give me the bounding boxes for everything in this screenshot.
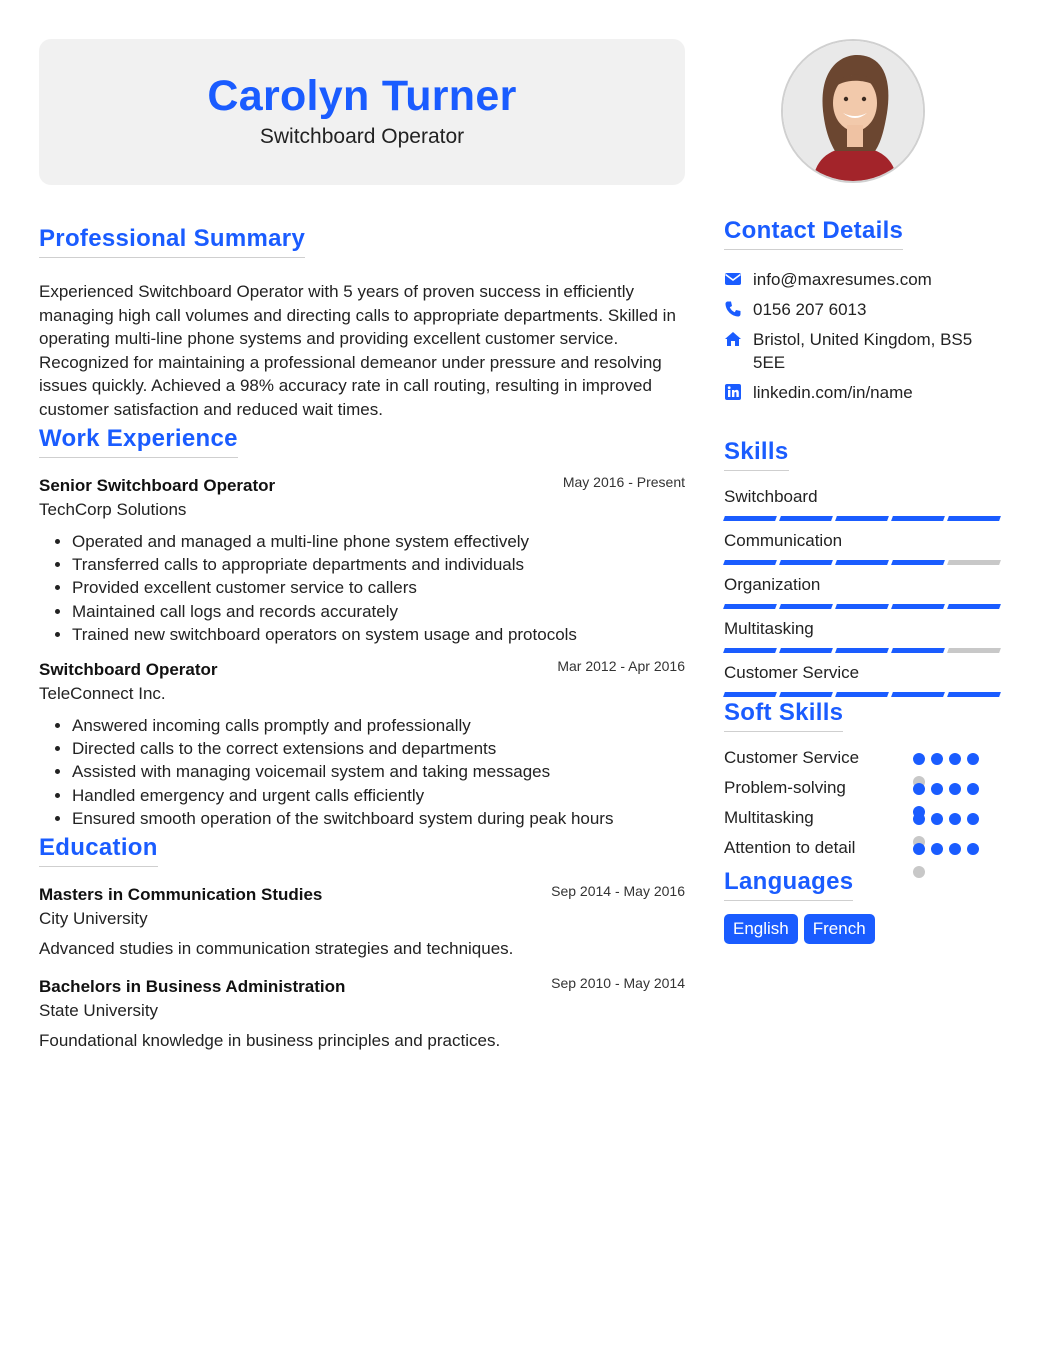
job-bullet: • Maintained call logs and records accurately xyxy=(72,600,685,623)
skill-level-segment xyxy=(779,604,833,609)
rating-dot xyxy=(949,813,961,825)
contact-phone-text: 0156 207 6013 xyxy=(753,300,867,319)
job-entry xyxy=(39,657,685,831)
rating-dot xyxy=(949,753,961,765)
contact-email-text: info@maxresumes.com xyxy=(753,270,932,289)
skill-level-segment xyxy=(779,648,833,653)
contact-address xyxy=(724,328,1004,374)
soft-skills-list xyxy=(724,747,1004,867)
soft-skills-heading: Soft Skills xyxy=(724,699,843,732)
candidate-title: Switchboard Operator xyxy=(259,125,465,148)
skill-level-segment xyxy=(723,604,777,609)
summary-text: Experienced Switchboard Operator with 5 years of proven success in efficiently managing high call volumes and directing calls to appropriate departments. Skilled in operating multi-line phone systems and providing excellent customer service. Recognized for maintaining a professional demeanor under pressure and resolving issues quickly. Achieved a 98% accuracy rate in call routing, resulting in improved customer satisfaction and reduced wait times. xyxy=(39,282,676,419)
job-bullet: • Assisted with managing voicemail system and taking messages xyxy=(72,760,685,783)
rating-dot xyxy=(913,843,925,855)
skill-level-segment xyxy=(779,516,833,521)
job-bullet: • Ensured smooth operation of the switchboard system during peak hours xyxy=(72,807,685,830)
main-column xyxy=(39,39,685,1051)
education-section xyxy=(39,834,685,1051)
soft-skill-name: Multitasking xyxy=(724,808,814,827)
skill-level-segment xyxy=(891,560,945,565)
home-icon xyxy=(724,330,742,348)
skill-level-bar xyxy=(724,560,1000,565)
rating-dot xyxy=(931,813,943,825)
skill-level-segment xyxy=(723,516,777,521)
job-dates: Mar 2012 - Apr 2016 xyxy=(557,657,685,674)
skill-level-segment xyxy=(947,648,1001,653)
envelope-icon xyxy=(724,270,742,288)
skill-level-segment xyxy=(891,516,945,521)
languages-section xyxy=(724,868,1004,944)
languages-heading: Languages xyxy=(724,868,853,901)
skill-level-segment xyxy=(835,604,889,609)
skills-section xyxy=(724,438,1004,697)
degree-name: Masters in Communication Studies xyxy=(39,884,323,904)
skill-level-segment xyxy=(835,692,889,697)
job-bullet: • Handled emergency and urgent calls efficiently xyxy=(72,784,685,807)
contact-linkedin-text: linkedin.com/in/name xyxy=(753,383,913,402)
skill-item xyxy=(724,663,1004,697)
job-bullet: • Directed calls to the correct extensions and departments xyxy=(72,737,685,760)
profile-photo xyxy=(781,39,925,183)
job-bullet: • Trained new switchboard operators on system usage and protocols xyxy=(72,623,685,646)
soft-skill-item xyxy=(724,837,1004,867)
summary-section xyxy=(39,225,685,422)
skill-item xyxy=(724,487,1004,521)
soft-skill-item xyxy=(724,807,1004,837)
candidate-name: Carolyn Turner xyxy=(207,72,517,120)
education-entry xyxy=(39,974,685,1051)
rating-dot xyxy=(931,843,943,855)
job-entry xyxy=(39,473,685,647)
education-dates: Sep 2010 - May 2014 xyxy=(551,974,685,991)
skill-level-segment xyxy=(835,648,889,653)
soft-skill-item xyxy=(724,777,1004,807)
job-bullet: • Provided excellent customer service to callers xyxy=(72,576,685,599)
skill-level-segment xyxy=(947,560,1001,565)
school-name: City University xyxy=(39,908,148,928)
rating-dot xyxy=(931,753,943,765)
experience-heading: Work Experience xyxy=(39,425,238,458)
rating-dot xyxy=(967,813,979,825)
job-company: TechCorp Solutions xyxy=(39,499,187,519)
rating-dot xyxy=(931,783,943,795)
rating-dot xyxy=(967,753,979,765)
contact-address-text: Bristol, United Kingdom, BS5 5EE xyxy=(753,330,973,372)
education-description: Advanced studies in communication strategies and techniques. xyxy=(39,938,514,958)
skill-name: Communication xyxy=(724,531,843,550)
job-bullet: • Operated and managed a multi-line phone system effectively xyxy=(72,530,685,553)
skill-level-segment xyxy=(835,560,889,565)
contact-section xyxy=(724,217,1004,404)
contact-email[interactable] xyxy=(724,268,1004,291)
soft-skill-name: Attention to detail xyxy=(724,838,856,857)
summary-heading: Professional Summary xyxy=(39,225,305,258)
rating-dot xyxy=(967,783,979,795)
skill-level-segment xyxy=(779,692,833,697)
contact-phone[interactable] xyxy=(724,298,1004,321)
skill-level-segment xyxy=(723,560,777,565)
contact-linkedin[interactable] xyxy=(724,381,1004,404)
skill-level-bar xyxy=(724,604,1000,609)
language-tag: English xyxy=(724,914,798,944)
school-name: State University xyxy=(39,1000,159,1020)
education-description: Foundational knowledge in business principles and practices. xyxy=(39,1030,501,1050)
skill-level-segment xyxy=(891,604,945,609)
sidebar-column xyxy=(724,39,1004,944)
job-bullets xyxy=(39,530,685,647)
job-dates: May 2016 - Present xyxy=(562,473,685,490)
skill-name: Multitasking xyxy=(724,619,814,638)
skill-level-segment xyxy=(891,648,945,653)
skill-item xyxy=(724,531,1004,565)
skill-level-segment xyxy=(947,604,1001,609)
soft-skill-name: Problem-solving xyxy=(724,778,846,797)
rating-dot xyxy=(913,783,925,795)
rating-dot xyxy=(913,813,925,825)
degree-name: Bachelors in Business Administration xyxy=(39,976,346,996)
job-bullets xyxy=(39,714,685,831)
skill-name: Organization xyxy=(724,575,821,594)
education-entry xyxy=(39,882,685,959)
resume-header xyxy=(39,39,685,185)
soft-skills-section xyxy=(724,699,1004,867)
skill-name: Switchboard xyxy=(724,487,818,506)
skill-name: Customer Service xyxy=(724,663,860,682)
rating-dot xyxy=(949,843,961,855)
skill-level-bar xyxy=(724,648,1000,653)
skill-level-segment xyxy=(835,516,889,521)
skill-level-segment xyxy=(779,560,833,565)
languages-list xyxy=(724,914,1004,944)
rating-dot xyxy=(967,843,979,855)
skill-level-segment xyxy=(947,692,1001,697)
skill-level-segment xyxy=(891,692,945,697)
skill-level-segment xyxy=(723,648,777,653)
rating-dot xyxy=(913,866,925,878)
job-bullet: • Transferred calls to appropriate departments and individuals xyxy=(72,553,685,576)
skill-item xyxy=(724,619,1004,653)
skill-level-segment xyxy=(947,516,1001,521)
skills-list xyxy=(724,487,1004,697)
skill-level-bar xyxy=(724,516,1000,521)
education-heading: Education xyxy=(39,834,158,867)
skill-level-bar xyxy=(724,692,1000,697)
rating-dot xyxy=(949,783,961,795)
education-dates: Sep 2014 - May 2016 xyxy=(551,882,685,899)
profile-photo-image xyxy=(783,41,925,183)
job-company: TeleConnect Inc. xyxy=(39,683,166,703)
skill-item xyxy=(724,575,1004,609)
soft-skill-item xyxy=(724,747,1004,777)
skill-level-segment xyxy=(723,692,777,697)
linkedin-icon xyxy=(724,383,742,401)
soft-skill-name: Customer Service xyxy=(724,748,860,767)
job-bullet: • Answered incoming calls promptly and professionally xyxy=(72,714,685,737)
job-role: Switchboard Operator xyxy=(39,659,218,679)
job-role: Senior Switchboard Operator xyxy=(39,475,276,495)
phone-icon xyxy=(724,300,742,318)
rating-dot xyxy=(913,753,925,765)
contact-heading: Contact Details xyxy=(724,217,903,250)
skills-heading: Skills xyxy=(724,438,789,471)
experience-section xyxy=(39,425,685,831)
language-tag: French xyxy=(804,914,875,944)
